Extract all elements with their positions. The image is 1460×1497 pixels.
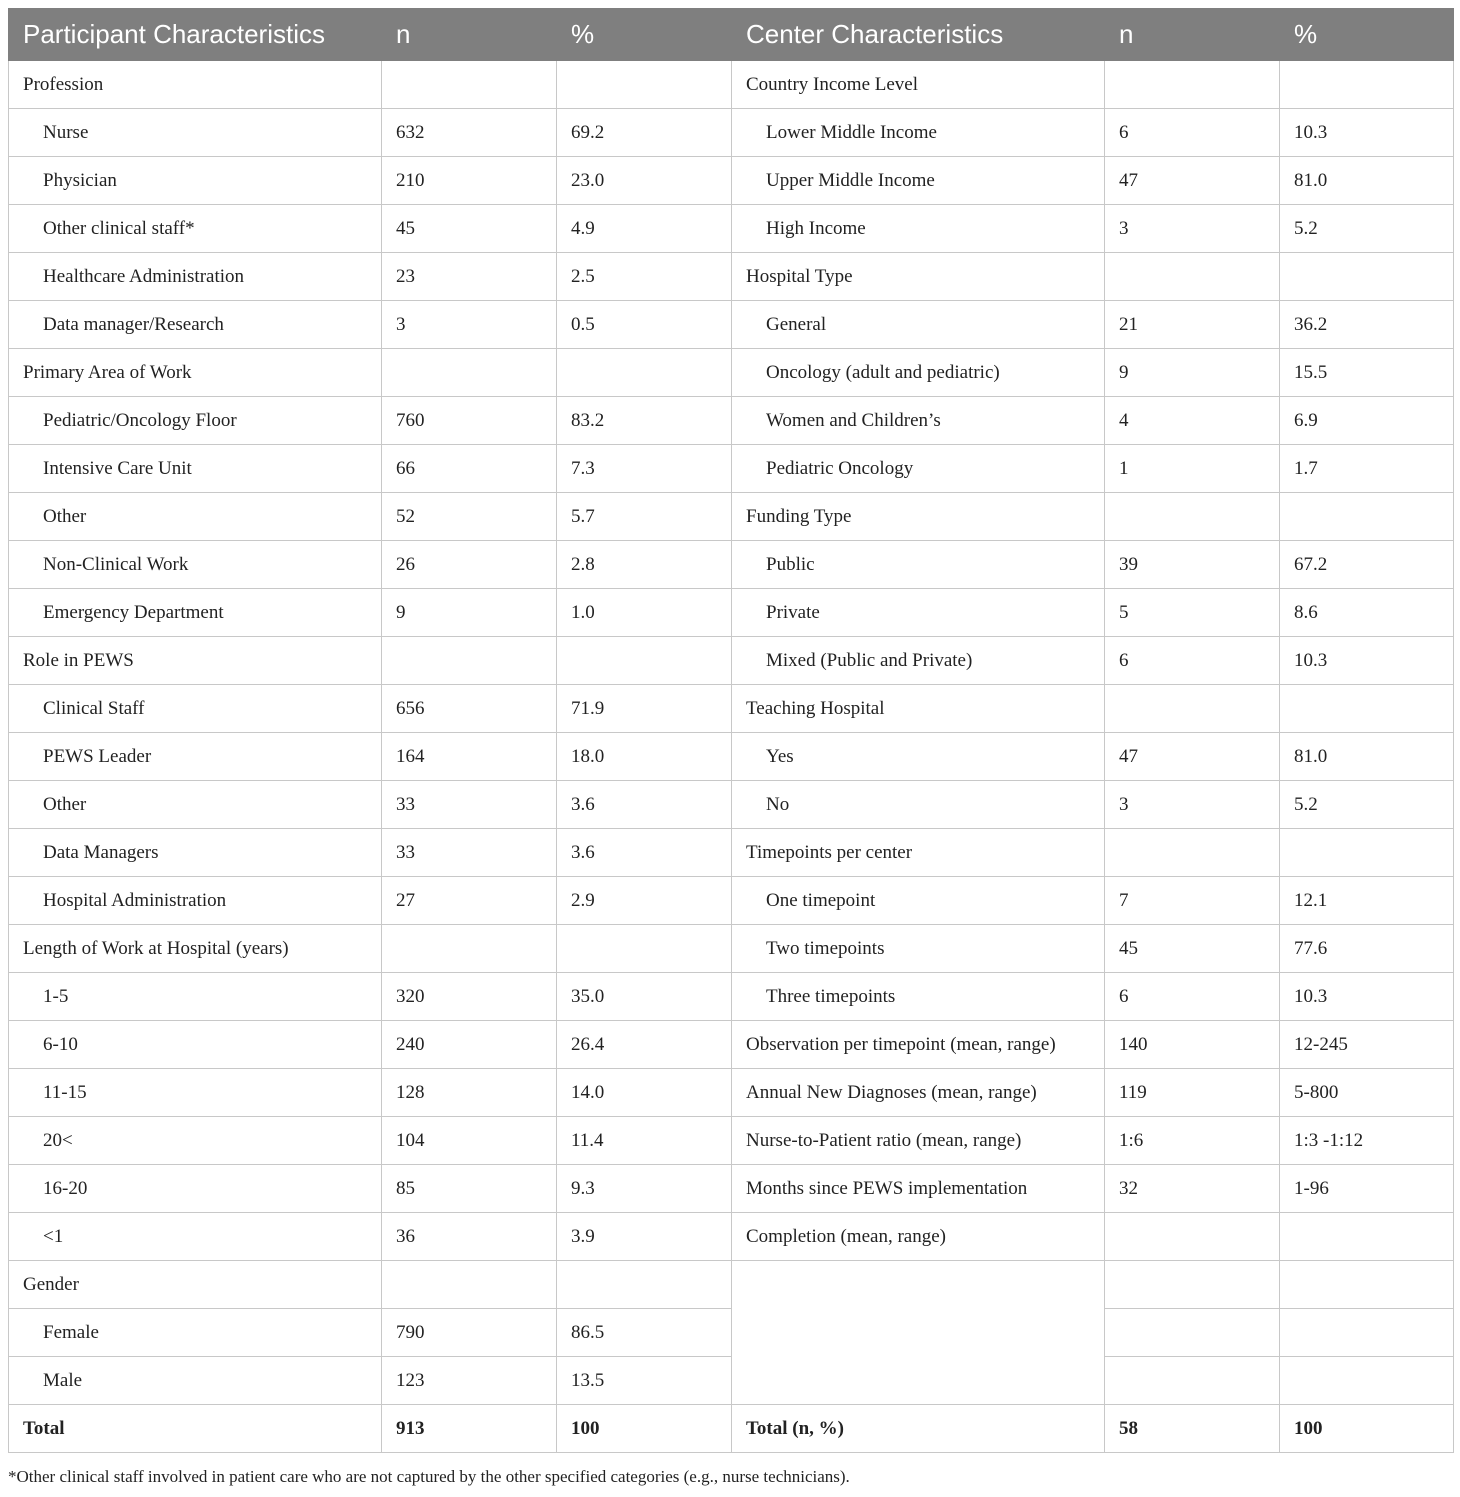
center-n-cell: 32	[1105, 1165, 1280, 1213]
center-percent-cell: 10.3	[1280, 109, 1454, 157]
total-row	[9, 1405, 1454, 1453]
table-footnote: *Other clinical staff involved in patient care who are not captured by the other specified categories (e.g., nurse technicians).	[8, 1467, 850, 1486]
table-row	[9, 877, 1454, 925]
participant-n-cell: 104	[382, 1117, 557, 1165]
participant-total-percent: 100	[557, 1405, 732, 1453]
table-row	[9, 109, 1454, 157]
participant-label-cell: Female	[9, 1309, 382, 1357]
center-n-cell: 39	[1105, 541, 1280, 589]
table-row	[9, 541, 1454, 589]
center-label-cell: Women and Children’s	[732, 397, 1105, 445]
table-row	[9, 205, 1454, 253]
center-label-cell: Public	[732, 541, 1105, 589]
participant-total-n: 913	[382, 1405, 557, 1453]
center-n-cell: 47	[1105, 733, 1280, 781]
center-n-cell	[1105, 61, 1280, 109]
participant-label-cell: Non-Clinical Work	[9, 541, 382, 589]
center-percent-cell: 67.2	[1280, 541, 1454, 589]
center-empty-cell	[1105, 1261, 1280, 1309]
table-row	[9, 685, 1454, 733]
participant-n-cell: 320	[382, 973, 557, 1021]
center-empty-cell	[1280, 1261, 1454, 1309]
center-empty-merged-cell	[732, 1261, 1105, 1405]
participant-percent-cell	[557, 925, 732, 973]
center-empty-cell	[1280, 1357, 1454, 1405]
table-row	[9, 1069, 1454, 1117]
participant-percent-cell: 86.5	[557, 1309, 732, 1357]
center-n-cell	[1105, 1213, 1280, 1261]
participant-percent-cell: 69.2	[557, 109, 732, 157]
participant-percent-cell: 3.9	[557, 1213, 732, 1261]
participant-n-cell	[382, 61, 557, 109]
participant-percent-cell	[557, 61, 732, 109]
center-label-cell: Hospital Type	[732, 253, 1105, 301]
participant-percent-cell	[557, 1261, 732, 1309]
center-label-cell: Completion (mean, range)	[732, 1213, 1105, 1261]
participant-label-cell: Primary Area of Work	[9, 349, 382, 397]
participant-label-cell: <1	[9, 1213, 382, 1261]
center-empty-cell	[1280, 1309, 1454, 1357]
participant-label-cell: Pediatric/Oncology Floor	[9, 397, 382, 445]
participant-label-cell: Intensive Care Unit	[9, 445, 382, 493]
center-percent-cell: 15.5	[1280, 349, 1454, 397]
center-total-n: 58	[1105, 1405, 1280, 1453]
participant-percent-cell	[557, 349, 732, 397]
participant-n-cell: 123	[382, 1357, 557, 1405]
center-label-cell: Teaching Hospital	[732, 685, 1105, 733]
participant-percent-cell: 5.7	[557, 493, 732, 541]
participant-n-cell: 52	[382, 493, 557, 541]
center-percent-cell: 81.0	[1280, 733, 1454, 781]
participant-percent-cell: 18.0	[557, 733, 732, 781]
center-label-cell: Nurse-to-Patient ratio (mean, range)	[732, 1117, 1105, 1165]
participant-percent-cell: 26.4	[557, 1021, 732, 1069]
participant-label-cell: 6-10	[9, 1021, 382, 1069]
center-percent-cell: 77.6	[1280, 925, 1454, 973]
header-participant-characteristics: Participant Characteristics	[9, 9, 382, 61]
table-row	[9, 733, 1454, 781]
table-row	[9, 349, 1454, 397]
participant-n-cell: 128	[382, 1069, 557, 1117]
table-row	[9, 925, 1454, 973]
participant-percent-cell: 23.0	[557, 157, 732, 205]
center-n-cell	[1105, 493, 1280, 541]
center-percent-cell: 1:3 -1:12	[1280, 1117, 1454, 1165]
center-n-cell: 6	[1105, 637, 1280, 685]
center-percent-cell: 8.6	[1280, 589, 1454, 637]
table-row	[9, 1357, 1454, 1405]
participant-n-cell: 33	[382, 829, 557, 877]
center-empty-cell	[1105, 1357, 1280, 1405]
center-label-cell: Pediatric Oncology	[732, 445, 1105, 493]
center-n-cell: 1:6	[1105, 1117, 1280, 1165]
center-n-cell: 21	[1105, 301, 1280, 349]
center-n-cell: 6	[1105, 973, 1280, 1021]
center-label-cell: Months since PEWS implementation	[732, 1165, 1105, 1213]
participant-label-cell: Hospital Administration	[9, 877, 382, 925]
table-row	[9, 589, 1454, 637]
table-header-row	[9, 9, 1454, 61]
participant-n-cell: 85	[382, 1165, 557, 1213]
center-n-cell: 45	[1105, 925, 1280, 973]
center-total-label: Total (n, %)	[732, 1405, 1105, 1453]
center-n-cell: 47	[1105, 157, 1280, 205]
participant-percent-cell: 3.6	[557, 781, 732, 829]
participant-n-cell: 210	[382, 157, 557, 205]
participant-label-cell: 1-5	[9, 973, 382, 1021]
center-label-cell: Lower Middle Income	[732, 109, 1105, 157]
center-label-cell: No	[732, 781, 1105, 829]
table-row	[9, 493, 1454, 541]
center-percent-cell: 5.2	[1280, 205, 1454, 253]
participant-n-cell: 9	[382, 589, 557, 637]
participant-total-label: Total	[9, 1405, 382, 1453]
participant-label-cell: Other	[9, 781, 382, 829]
center-percent-cell: 6.9	[1280, 397, 1454, 445]
center-n-cell: 3	[1105, 781, 1280, 829]
table-row	[9, 637, 1454, 685]
center-percent-cell	[1280, 1213, 1454, 1261]
participant-n-cell: 3	[382, 301, 557, 349]
participant-label-cell: Data manager/Research	[9, 301, 382, 349]
table-row	[9, 1309, 1454, 1357]
center-percent-cell: 36.2	[1280, 301, 1454, 349]
participant-n-cell: 240	[382, 1021, 557, 1069]
center-label-cell: Two timepoints	[732, 925, 1105, 973]
center-percent-cell: 12-245	[1280, 1021, 1454, 1069]
table-row	[9, 253, 1454, 301]
center-percent-cell: 12.1	[1280, 877, 1454, 925]
header-participant-n: n	[382, 9, 557, 61]
center-label-cell: One timepoint	[732, 877, 1105, 925]
participant-percent-cell: 14.0	[557, 1069, 732, 1117]
participant-percent-cell: 7.3	[557, 445, 732, 493]
participant-n-cell	[382, 925, 557, 973]
center-n-cell: 9	[1105, 349, 1280, 397]
center-n-cell: 5	[1105, 589, 1280, 637]
center-percent-cell: 10.3	[1280, 637, 1454, 685]
center-label-cell: Three timepoints	[732, 973, 1105, 1021]
participant-percent-cell: 2.8	[557, 541, 732, 589]
participant-label-cell: Gender	[9, 1261, 382, 1309]
participant-n-cell: 27	[382, 877, 557, 925]
participant-n-cell: 164	[382, 733, 557, 781]
table-row	[9, 781, 1454, 829]
participant-percent-cell: 83.2	[557, 397, 732, 445]
center-percent-cell: 5.2	[1280, 781, 1454, 829]
participant-label-cell: PEWS Leader	[9, 733, 382, 781]
participant-n-cell: 36	[382, 1213, 557, 1261]
participant-label-cell: Role in PEWS	[9, 637, 382, 685]
center-label-cell: Mixed (Public and Private)	[732, 637, 1105, 685]
center-label-cell: Observation per timepoint (mean, range)	[732, 1021, 1105, 1069]
participant-n-cell: 632	[382, 109, 557, 157]
center-percent-cell: 5-800	[1280, 1069, 1454, 1117]
participant-percent-cell: 11.4	[557, 1117, 732, 1165]
header-center-percent: %	[1280, 9, 1454, 61]
participant-percent-cell: 35.0	[557, 973, 732, 1021]
center-percent-cell: 1-96	[1280, 1165, 1454, 1213]
center-n-cell: 4	[1105, 397, 1280, 445]
participant-label-cell: Healthcare Administration	[9, 253, 382, 301]
center-label-cell: Funding Type	[732, 493, 1105, 541]
center-percent-cell	[1280, 493, 1454, 541]
participant-n-cell: 45	[382, 205, 557, 253]
center-n-cell: 1	[1105, 445, 1280, 493]
participant-label-cell: Other	[9, 493, 382, 541]
header-participant-percent: %	[557, 9, 732, 61]
center-n-cell: 3	[1105, 205, 1280, 253]
participant-percent-cell: 13.5	[557, 1357, 732, 1405]
center-percent-cell	[1280, 61, 1454, 109]
center-label-cell: Timepoints per center	[732, 829, 1105, 877]
header-center-n: n	[1105, 9, 1280, 61]
center-label-cell: Country Income Level	[732, 61, 1105, 109]
participant-label-cell: Other clinical staff*	[9, 205, 382, 253]
participant-n-cell: 760	[382, 397, 557, 445]
participant-percent-cell: 3.6	[557, 829, 732, 877]
center-n-cell	[1105, 253, 1280, 301]
participant-label-cell: Physician	[9, 157, 382, 205]
center-percent-cell	[1280, 685, 1454, 733]
participant-label-cell: Data Managers	[9, 829, 382, 877]
center-percent-cell: 81.0	[1280, 157, 1454, 205]
table-body	[9, 61, 1454, 1453]
participant-label-cell: Profession	[9, 61, 382, 109]
header-center-characteristics: Center Characteristics	[732, 9, 1105, 61]
table-row	[9, 1021, 1454, 1069]
participant-n-cell: 66	[382, 445, 557, 493]
participant-n-cell	[382, 1261, 557, 1309]
table-row	[9, 397, 1454, 445]
table-row	[9, 445, 1454, 493]
center-n-cell: 119	[1105, 1069, 1280, 1117]
center-label-cell: High Income	[732, 205, 1105, 253]
characteristics-table	[8, 8, 1454, 1453]
table-row	[9, 1117, 1454, 1165]
center-percent-cell	[1280, 253, 1454, 301]
participant-label-cell: 11-15	[9, 1069, 382, 1117]
participant-label-cell: Male	[9, 1357, 382, 1405]
center-label-cell: Upper Middle Income	[732, 157, 1105, 205]
table-row	[9, 1261, 1454, 1309]
center-n-cell: 140	[1105, 1021, 1280, 1069]
table-row	[9, 1165, 1454, 1213]
participant-label-cell: Emergency Department	[9, 589, 382, 637]
center-label-cell: Yes	[732, 733, 1105, 781]
center-label-cell: General	[732, 301, 1105, 349]
center-label-cell: Private	[732, 589, 1105, 637]
center-percent-cell: 1.7	[1280, 445, 1454, 493]
table-row	[9, 157, 1454, 205]
table-row	[9, 973, 1454, 1021]
participant-percent-cell	[557, 637, 732, 685]
participant-n-cell: 26	[382, 541, 557, 589]
participant-percent-cell: 1.0	[557, 589, 732, 637]
center-total-percent: 100	[1280, 1405, 1454, 1453]
table-row	[9, 301, 1454, 349]
participant-n-cell	[382, 637, 557, 685]
participant-label-cell: 16-20	[9, 1165, 382, 1213]
participant-n-cell: 656	[382, 685, 557, 733]
center-percent-cell: 10.3	[1280, 973, 1454, 1021]
participant-percent-cell: 0.5	[557, 301, 732, 349]
table-row	[9, 61, 1454, 109]
table-row	[9, 1213, 1454, 1261]
participant-percent-cell: 9.3	[557, 1165, 732, 1213]
center-n-cell	[1105, 829, 1280, 877]
center-label-cell: Oncology (adult and pediatric)	[732, 349, 1105, 397]
center-n-cell	[1105, 685, 1280, 733]
participant-n-cell: 33	[382, 781, 557, 829]
participant-n-cell: 790	[382, 1309, 557, 1357]
participant-label-cell: Clinical Staff	[9, 685, 382, 733]
participant-percent-cell: 2.5	[557, 253, 732, 301]
center-label-cell: Annual New Diagnoses (mean, range)	[732, 1069, 1105, 1117]
participant-label-cell: 20<	[9, 1117, 382, 1165]
participant-label-cell: Length of Work at Hospital (years)	[9, 925, 382, 973]
center-percent-cell	[1280, 829, 1454, 877]
participant-n-cell	[382, 349, 557, 397]
participant-n-cell: 23	[382, 253, 557, 301]
center-n-cell: 6	[1105, 109, 1280, 157]
center-empty-cell	[1105, 1309, 1280, 1357]
participant-label-cell: Nurse	[9, 109, 382, 157]
participant-percent-cell: 2.9	[557, 877, 732, 925]
table-row	[9, 829, 1454, 877]
participant-percent-cell: 4.9	[557, 205, 732, 253]
participant-percent-cell: 71.9	[557, 685, 732, 733]
center-n-cell: 7	[1105, 877, 1280, 925]
